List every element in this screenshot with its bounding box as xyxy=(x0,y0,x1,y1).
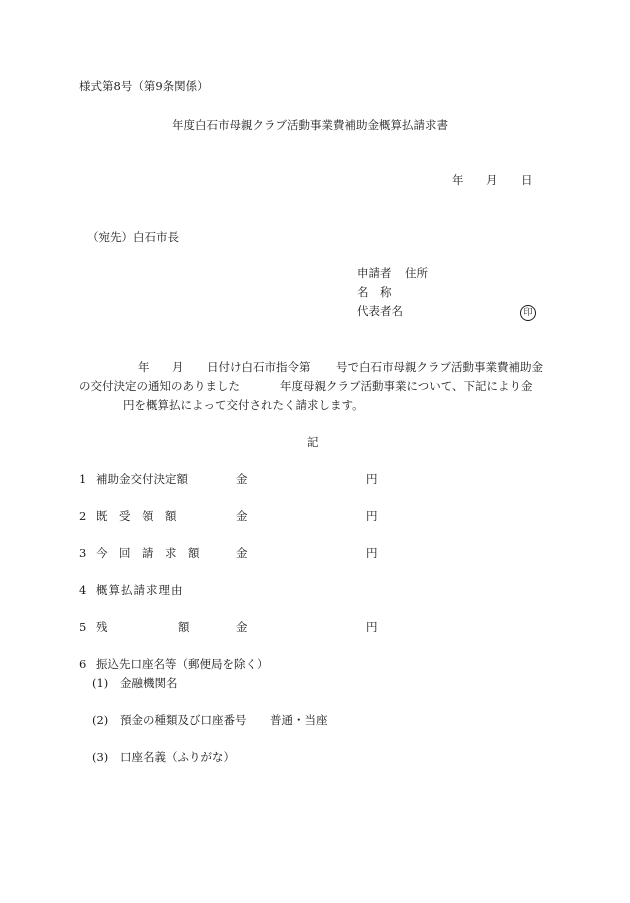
item-2-number: 2 xyxy=(79,509,87,523)
item-5-en: 円 xyxy=(366,620,378,634)
sub-1-number: (1) xyxy=(92,676,109,690)
item-5-number: 5 xyxy=(79,620,87,634)
sub-2-label: 預金の種類及び口座番号 xyxy=(120,713,247,727)
body-directive-text: 日付け白石市指令第 xyxy=(207,360,311,374)
addressee: （宛先）白石市長 xyxy=(87,230,179,244)
sub-1-label: 金融機関名 xyxy=(120,676,178,690)
body-year-label: 年 xyxy=(138,360,150,374)
account-type-value: 普通・当座 xyxy=(270,713,328,727)
sub-2-number: (2) xyxy=(92,713,109,727)
applicant-label: 申請者 xyxy=(357,266,392,280)
body-line2-end: 年度母親クラブ活動事業について、下記により金 xyxy=(280,379,533,393)
sub-3-number: (3) xyxy=(92,750,109,764)
date-day-label: 日 xyxy=(521,173,533,187)
organization-name-label: 名 称 xyxy=(357,285,392,299)
item-1-number: 1 xyxy=(79,472,87,486)
form-number: 様式第8号（第9条関係） xyxy=(79,79,209,93)
item-5-label-a: 残 xyxy=(96,620,108,634)
body-line3: 円を概算払によって交付されたく請求します。 xyxy=(123,398,364,412)
representative-label: 代表者名 xyxy=(357,304,403,318)
item-2-en: 円 xyxy=(366,509,378,523)
ki-heading: 記 xyxy=(307,435,319,449)
item-3-kin: 金 xyxy=(236,546,248,560)
item-5-label-b: 額 xyxy=(178,620,190,634)
body-line1-end: 号で白石市母親クラブ活動事業費補助金 xyxy=(336,360,543,374)
date-month-label: 月 xyxy=(486,173,498,187)
item-1-kin: 金 xyxy=(236,472,248,486)
item-3-number: 3 xyxy=(79,546,87,560)
item-3-en: 円 xyxy=(366,546,378,560)
item-3-label: 今 回 請 求 額 xyxy=(96,546,200,560)
address-label: 住所 xyxy=(405,266,428,280)
item-6-label: 振込先口座名等（郵便局を除く） xyxy=(96,657,269,671)
item-2-label: 既 受 領 額 xyxy=(96,509,177,523)
item-5-kin: 金 xyxy=(236,620,248,634)
item-1-en: 円 xyxy=(366,472,378,486)
item-4-label: 概算払請求理由 xyxy=(96,583,184,597)
document-title: 年度白石市母親クラブ活動事業費補助金概算払請求書 xyxy=(172,118,448,132)
sub-3-label: 口座名義（ふりがな） xyxy=(120,750,235,764)
date-year-label: 年 xyxy=(452,173,464,187)
item-4-number: 4 xyxy=(79,583,87,597)
body-line2-start: の交付決定の通知のありました xyxy=(79,379,240,393)
item-1-label: 補助金交付決定額 xyxy=(96,472,188,486)
body-month-label: 月 xyxy=(172,360,184,374)
seal-mark: 印 xyxy=(520,305,536,321)
item-2-kin: 金 xyxy=(236,509,248,523)
item-6-number: 6 xyxy=(79,657,87,671)
